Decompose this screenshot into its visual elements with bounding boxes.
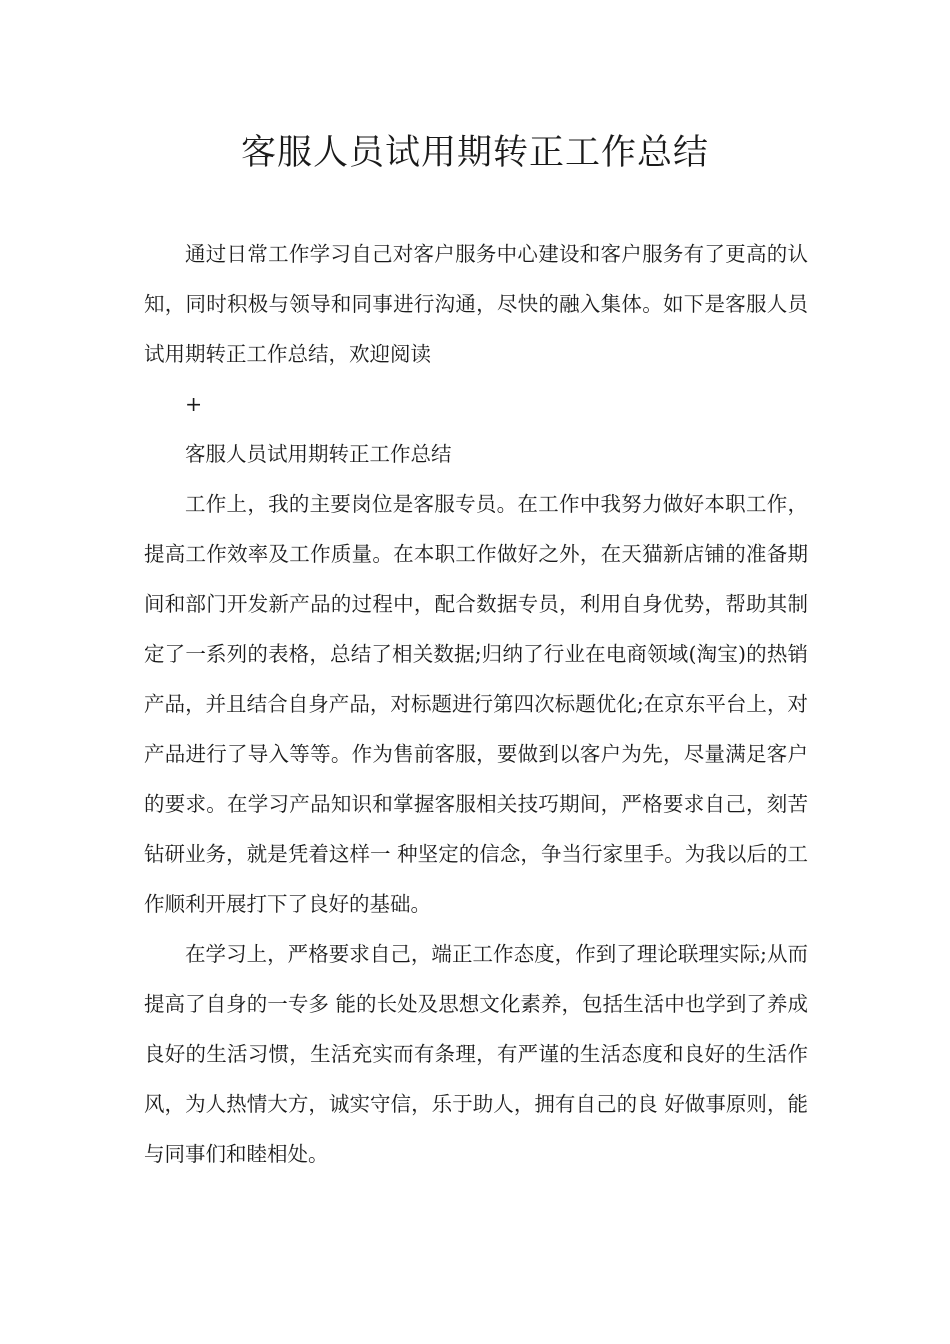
section-heading: 客服人员试用期转正工作总结 [185,442,452,466]
intro-paragraph: 通过日常工作学习自己对客户服务中心建设和客户服务有了更高的认知，同时积极与领导和同事进行沟通，尽快的融入集体。如下是客服人员试用期转正工作总结，欢迎阅读 [144,242,808,366]
document-body [144,229,808,1179]
document-title: 客服人员试用期转正工作总结 [240,133,709,173]
separator-plus: + [185,392,203,416]
work-paragraph: 工作上，我的主要岗位是客服专员。在工作中我努力做好本职工作，提高工作效率及工作质量。在本职工作做好之外，在天猫新店铺的准备期间和部门开发新产品的过程中，配合数据专员，利用自身优势，帮助其制定了一系列的表格，总结了相关数据;归纳了行业在电商领域(淘宝)的热销产品，并且结合自身产品，对标题进行第四次标题优化;在京东平台上，对产品进行了导入等等。作为售前客服，要做到以客户为先，尽量满足客户的要求。在学习产品知识和掌握客服相关技巧期间，严格要求自己，刻苦钻研业务，就是凭着这样一 种坚定的信念，争当行家里手。为我以后的工作顺利开展打下了良好的基础。 [144,492,808,916]
study-paragraph: 在学习上，严格要求自己，端正工作态度，作到了理论联理实际;从而提高了自身的一专多 能的长处及思想文化素养，包括生活中也学到了养成良好的生活习惯，生活充实而有条理，有严谨的生活态度和良好的生活作风，为人热情大方，诚实守信，乐于助人，拥有自己的良 好做事原则，能与同事们和睦相处。 [144,942,808,1166]
